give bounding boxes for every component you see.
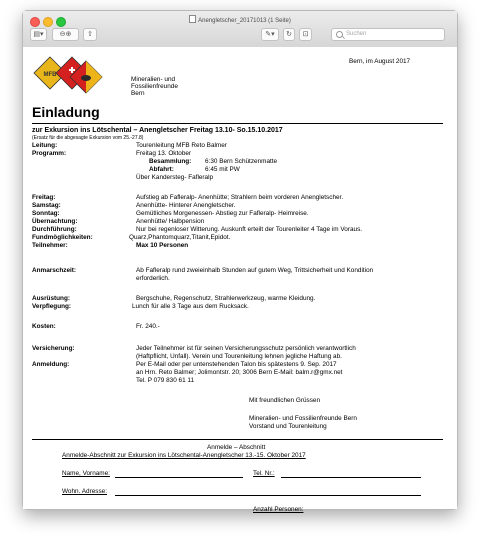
kosten-label: Kosten: (32, 323, 56, 330)
schedule-label: Durchführung: (32, 226, 77, 233)
markup-button[interactable] (261, 28, 279, 41)
versicherung-line1: Jeder Teilnehmer ist für seinen Versicherungsschutz persönlich verantwortlich (136, 345, 356, 352)
pen-icon: ✎▾ (265, 31, 275, 38)
schedule-label: Fundmöglichkeiten: (32, 234, 93, 241)
sidebar-icon: ▤▾ (33, 31, 44, 38)
sidebar-toggle-button[interactable] (30, 28, 47, 41)
svg-text:MFB: MFB (43, 72, 57, 78)
tel-field-line[interactable] (281, 477, 421, 478)
abfahrt-value: 6:45 mit PW (205, 166, 240, 173)
verpflegung-label: Verpflegung: (32, 303, 72, 310)
share-button[interactable] (83, 28, 97, 41)
anmeldung-line1: Per E-Mail oder per untenstehenden Talon bis spätestens 9. Sep. 2017 (136, 361, 337, 368)
document-title: Einladung (32, 104, 100, 120)
toolbox-button[interactable] (299, 28, 312, 41)
name-field-label: Name, Vorname: (62, 470, 110, 477)
closing-sign1: Mineralien- und Fossilienfreunde Bern (249, 415, 357, 422)
verpflegung-value: Lunch für alle 3 Tage aus dem Rucksack. (132, 303, 249, 310)
club-logo (32, 55, 110, 93)
zoom-in-icon[interactable]: ⊕ (65, 31, 72, 38)
schedule-value: Anenhütte/ Halbpension (136, 218, 205, 225)
closing-sign2: Vorstand und Tourenleitung (249, 423, 327, 430)
ausruestung-value: Bergschuhe, Regenschutz, Strahlerwerkzeug, warme Kleidung. (136, 295, 316, 302)
search-input[interactable]: Suchen (331, 28, 445, 41)
mfb-logo-icon (32, 55, 110, 93)
document-note: (Ersatz für die abgesagte Exkursion vom 25.-27.8) (32, 135, 144, 141)
anmeldung-line2: an Hrn. Reto Balmer; Jolimontstr. 20; 3006 Bern E-Mail: balm.r@gmx.net (136, 369, 343, 376)
club-name-line2: Fossilienfreunde (131, 83, 178, 90)
programm-label: Programm: (32, 150, 67, 157)
route-value: Über Kandersteg- Fafleralp (136, 174, 214, 181)
rotate-button[interactable] (283, 28, 295, 41)
schedule-value: Anenhütte- Hinterer Anengletscher. (136, 202, 236, 209)
versicherung-line2: (Haftpflicht, Unfall). Verein und Tourenleitung lehnen jegliche Haftung ab. (136, 353, 342, 360)
address-field-label: Wohn. Adresse: (62, 488, 107, 495)
leitung-value: Tourenleitung MFB Reto Balmer (136, 142, 227, 149)
schedule-value: Nur bei regenloser Witterung. Auskunft erteilt der Tourenleiter 4 Tage im Voraus. (136, 226, 363, 233)
window-title: Anengletscher_20171013 (1 Seite) (23, 15, 457, 24)
title-divider (32, 123, 443, 124)
schedule-value: Gemütliches Morgenessen- Abstieg zur Fafleralp- Heimreise. (136, 210, 309, 217)
besammlung-label: Besammlung: (149, 158, 192, 165)
anmeldung-line3: Tel. P 079 830 61 11 (136, 377, 195, 384)
kosten-value: Fr. 240.- (136, 323, 160, 330)
ausruestung-label: Ausrüstung: (32, 295, 70, 302)
preview-window (22, 10, 458, 513)
club-name-line1: Mineralien- und (131, 76, 176, 83)
schedule-label: Sonntag: (32, 210, 60, 217)
schedule-value: Quarz,Phantomquarz,Titanit,Epidot. (129, 234, 231, 241)
document-subtitle: zur Exkursion ins Lötschental – Anengletscher Freitag 13.10- So.15.10.2017 (32, 127, 283, 134)
persons-field-label: Anzahl Personen: (253, 506, 304, 513)
zoom-out-icon[interactable]: ⊖ (59, 31, 66, 38)
form-divider (32, 439, 443, 440)
rotate-icon: ↻ (286, 31, 292, 38)
zoom-buttons (52, 28, 79, 41)
toolbox-icon: ⊡ (302, 31, 309, 38)
search-icon (336, 31, 343, 38)
programm-day: Freitag 13. Oktober (136, 150, 192, 157)
form-subheading: Anmelde-Abschnitt zur Exkursion ins Lötschental-Anengletscher 13.-15. Oktober 2017 (62, 452, 306, 459)
abfahrt-label: Abfahrt: (149, 166, 174, 173)
form-heading: Anmelde – Abschnitt (207, 444, 266, 451)
address-field-line[interactable] (115, 495, 421, 496)
place-date: Bern, im August 2017 (349, 58, 411, 65)
document-icon (189, 15, 196, 23)
anmeldung-label: Anmeldung: (32, 361, 70, 368)
schedule-label: Samstag: (32, 202, 61, 209)
anmarsch-line2: erforderlich. (136, 275, 170, 282)
title-bar (23, 11, 457, 48)
versicherung-label: Versicherung: (32, 345, 75, 352)
schedule-label: Übernachtung: (32, 218, 78, 225)
closing-greeting: Mit freundlichen Grüssen (249, 397, 321, 404)
anmarsch-label: Anmarschzeit: (32, 267, 77, 274)
share-icon: ⇧ (87, 31, 93, 38)
besammlung-value: 6:30 Bern Schützenmatte (205, 158, 278, 165)
teilnehmer-label: Teilnehmer: (32, 242, 68, 249)
schedule-value: Aufstieg ab Fafleralp- Anenhütte; Strahlern beim vorderen Anengletscher. (136, 194, 344, 201)
name-field-line[interactable] (115, 477, 243, 478)
anmarsch-line1: Ab Fafleralp rund zweieinhalb Stunden auf gutem Weg, Trittsicherheit und Kondition (136, 267, 374, 274)
teilnehmer-value: Max 10 Personen (136, 242, 189, 249)
schedule-label: Freitag: (32, 194, 56, 201)
leitung-label: Leitung: (32, 142, 58, 149)
club-name-line3: Bern (131, 90, 145, 97)
tel-field-label: Tel. Nr.: (253, 470, 275, 477)
pdf-page (23, 47, 457, 513)
